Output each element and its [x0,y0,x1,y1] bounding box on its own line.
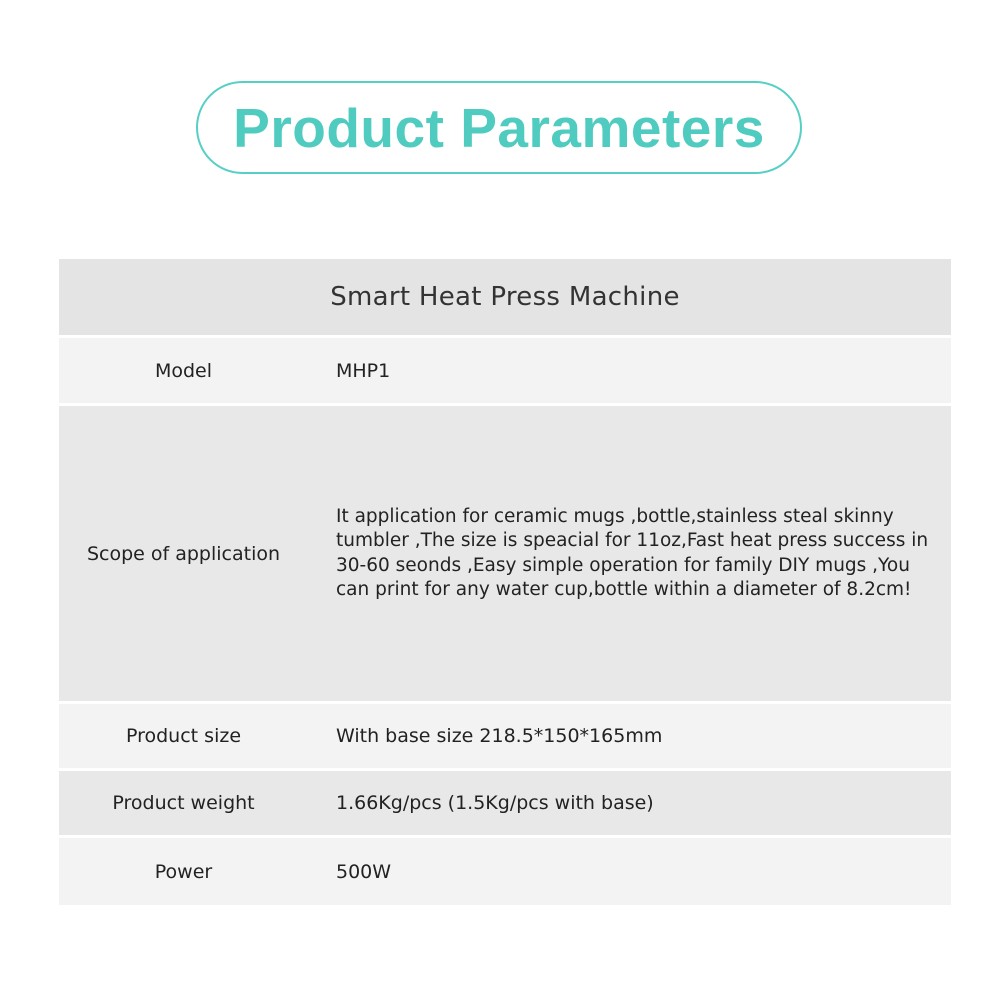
table-row-product-weight [59,771,951,835]
table-row-power [59,838,951,905]
table-row-model [59,338,951,403]
table-header [59,259,951,335]
row-label: Product weight [59,771,308,835]
row-label: Product size [59,704,308,768]
row-label: Scope of application [59,406,308,701]
row-value: 1.66Kg/pcs (1.5Kg/pcs with base) [310,771,951,835]
parameters-table [59,259,951,905]
table-row-scope [59,406,951,701]
row-value: 500W [310,838,951,905]
row-label: Model [59,338,308,403]
row-value: With base size 218.5*150*165mm [310,704,951,768]
scope-description: It application for ceramic mugs ,bottle,stainless steal skinny tumbler ,The size is speacial for 11oz,Fast heat press success in 30-60 seonds ,Easy simple operation for family DIY mugs ,You can print for any water cup,bottle within a diameter of 8.2cm! [336,505,929,600]
page-title: Product Parameters [233,96,765,159]
table-row-product-size [59,704,951,768]
row-value [310,406,951,701]
row-label: Power [59,838,308,905]
title-badge [196,81,802,174]
row-value: MHP1 [310,338,951,403]
table-header-title: Smart Heat Press Machine [330,282,680,312]
